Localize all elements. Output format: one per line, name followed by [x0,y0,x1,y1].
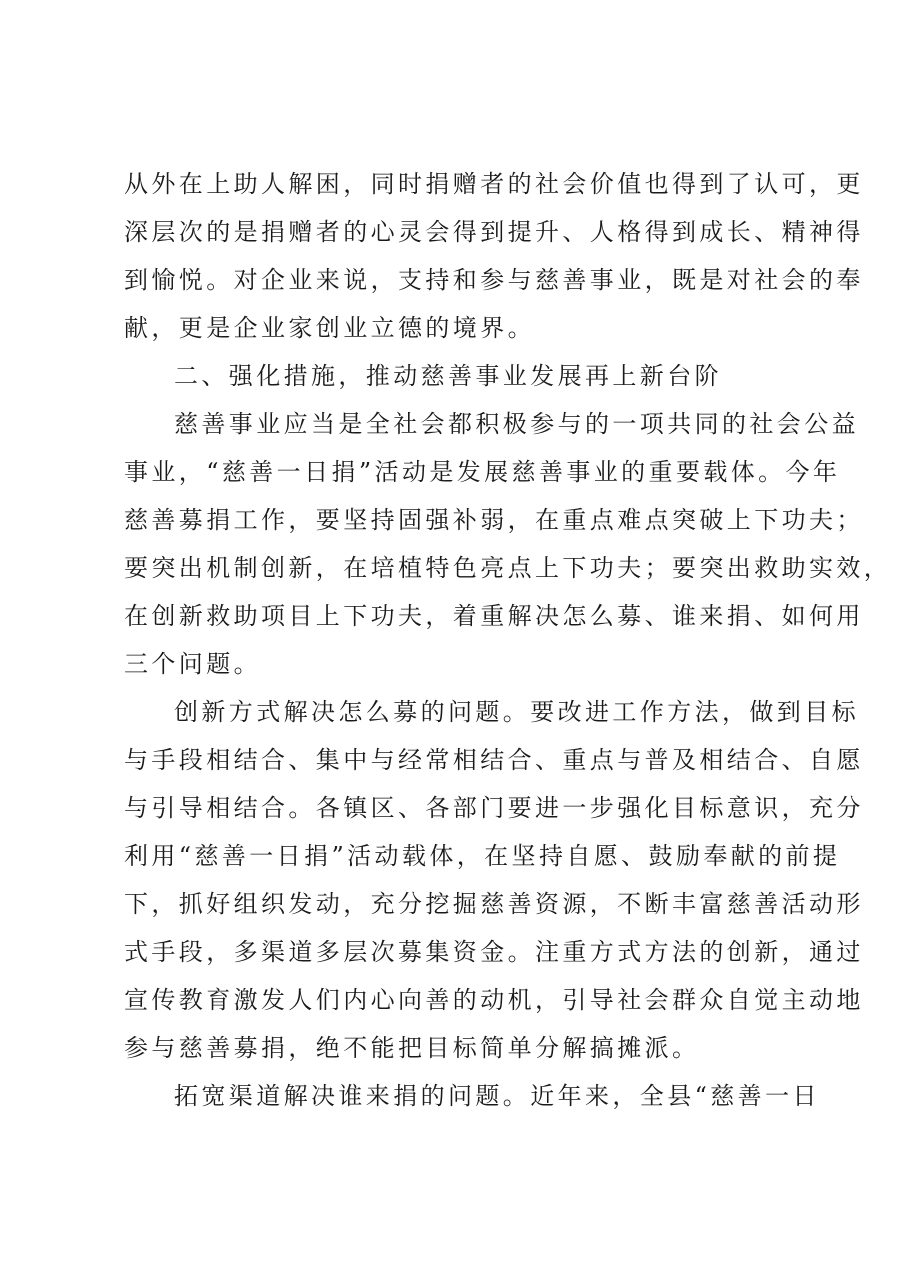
text-line: 参与慈善募捐，绝不能把目标简单分解搞摊派。 [124,1034,700,1062]
text-line: 要突出机制创新，在培植特色亮点上下功夫；要突出救助实效， [124,554,892,582]
text-line: 从外在上助人解困，同时捐赠者的社会价值也得到了认可，更 [124,170,864,198]
text-line: 利用“慈善一日捐”活动载体，在坚持自愿、鼓励奉献的前提 [124,842,841,870]
text-line: 献，更是企业家创业立德的境界。 [124,314,535,342]
text-line: 事业，“慈善一日捐”活动是发展慈善事业的重要载体。今年 [124,458,841,486]
text-line: 慈善事业应当是全社会都积极参与的一项共同的社会公益 [174,410,859,438]
text-line: 宣传教育激发人们内心向善的动机，引导社会群众自觉主动地 [124,986,864,1014]
text-line: 三个问题。 [124,650,261,678]
text-line: 慈善募捐工作，要坚持固强补弱，在重点难点突破上下功夫； [124,506,864,534]
text-line: 与手段相结合、集中与经常相结合、重点与普及相结合、自愿 [124,746,864,774]
text-line: 到愉悦。对企业来说，支持和参与慈善事业，既是对社会的奉 [124,266,864,294]
text-line: 式手段，多渠道多层次募集资金。注重方式方法的创新，通过 [124,938,864,966]
text-line: 深层次的是捐赠者的心灵会得到提升、人格得到成长、精神得 [124,218,864,246]
text-line: 创新方式解决怎么募的问题。要改进工作方法，做到目标 [174,698,859,726]
section-heading: 二、强化措施，推动慈善事业发展再上新台阶 [174,362,722,390]
document-body [124,160,892,1120]
text-line: 在创新救助项目上下功夫，着重解决怎么募、谁来捐、如何用 [124,602,864,630]
text-line: 与引导相结合。各镇区、各部门要进一步强化目标意识，充分 [124,794,864,822]
text-line: 拓宽渠道解决谁来捐的问题。近年来，全县“慈善一日 [174,1082,820,1110]
text-line: 下，抓好组织发动，充分挖掘慈善资源，不断丰富慈善活动形 [124,890,864,918]
